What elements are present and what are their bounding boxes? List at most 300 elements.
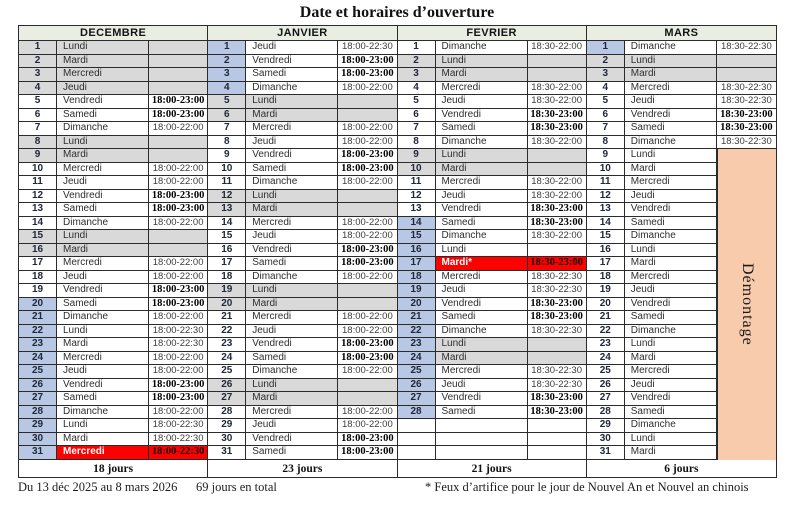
day-number-cell: 23 bbox=[398, 338, 436, 352]
day-name-cell: Dimanche bbox=[436, 41, 528, 55]
day-number-cell: 15 bbox=[19, 230, 57, 244]
day-name-cell: Mercredi bbox=[436, 82, 528, 96]
day-number-cell: 5 bbox=[587, 95, 625, 109]
table-row bbox=[208, 163, 396, 177]
day-number-cell: 21 bbox=[19, 311, 57, 325]
day-number-cell: 7 bbox=[19, 122, 57, 136]
hours-cell bbox=[717, 55, 776, 69]
hours-cell: 18:30-23:00 bbox=[528, 298, 586, 312]
hours-cell bbox=[528, 446, 586, 460]
day-name-cell: Vendredi bbox=[625, 298, 717, 312]
day-number-cell: 25 bbox=[208, 365, 246, 379]
day-number-cell: 31 bbox=[587, 446, 625, 460]
hours-cell: 18:00-23:00 bbox=[149, 109, 207, 123]
day-number-cell: 4 bbox=[208, 82, 246, 96]
table-row bbox=[19, 109, 207, 123]
day-name-cell: Mercredi bbox=[625, 365, 717, 379]
table-row bbox=[398, 149, 586, 163]
hours-cell: 18:00-22:30 bbox=[149, 446, 207, 460]
day-number-cell: 19 bbox=[587, 284, 625, 298]
day-name-cell: Samedi bbox=[246, 257, 338, 271]
day-name-cell bbox=[436, 419, 528, 433]
table-row bbox=[398, 68, 586, 82]
day-name-cell: Dimanche bbox=[246, 271, 338, 285]
hours-cell: 18:00-22:30 bbox=[149, 419, 207, 433]
day-number-cell: 24 bbox=[19, 352, 57, 366]
hours-cell bbox=[717, 68, 776, 82]
table-row bbox=[398, 190, 586, 204]
day-number-cell: 30 bbox=[587, 433, 625, 447]
table-row bbox=[398, 230, 586, 244]
day-number-cell: 13 bbox=[208, 203, 246, 217]
hours-cell: 18:00-22:00 bbox=[338, 82, 396, 96]
day-number-cell: 7 bbox=[208, 122, 246, 136]
day-name-cell: Vendredi bbox=[625, 203, 717, 217]
table-row bbox=[19, 203, 207, 217]
table-row bbox=[398, 55, 586, 69]
table-row bbox=[398, 352, 586, 366]
hours-cell: 18:00-22:00 bbox=[149, 122, 207, 136]
day-number-cell: 20 bbox=[208, 298, 246, 312]
table-row bbox=[398, 257, 586, 271]
day-number-cell: 18 bbox=[587, 271, 625, 285]
table-row bbox=[208, 257, 396, 271]
hours-cell bbox=[338, 109, 396, 123]
day-name-cell: Vendredi bbox=[246, 338, 338, 352]
day-number-cell: 29 bbox=[587, 419, 625, 433]
day-name-cell: Mercredi bbox=[57, 68, 149, 82]
day-number-cell: 6 bbox=[398, 109, 436, 123]
day-number-cell: 1 bbox=[587, 41, 625, 55]
table-row bbox=[19, 136, 207, 150]
hours-cell: 18:00-22:00 bbox=[338, 365, 396, 379]
day-number-cell bbox=[398, 433, 436, 447]
table-row bbox=[398, 446, 586, 460]
day-name-cell: Lundi bbox=[57, 419, 149, 433]
hours-cell bbox=[149, 136, 207, 150]
table-row bbox=[398, 298, 586, 312]
table-row bbox=[208, 311, 396, 325]
month-column-mars bbox=[587, 26, 776, 478]
hours-cell: 18:00-22:30 bbox=[149, 433, 207, 447]
day-number-cell: 31 bbox=[208, 446, 246, 460]
day-number-cell: 4 bbox=[587, 82, 625, 96]
day-number-cell: 12 bbox=[19, 190, 57, 204]
hours-cell: 18:30-23:00 bbox=[528, 392, 586, 406]
day-number-cell: 26 bbox=[19, 379, 57, 393]
table-row bbox=[208, 298, 396, 312]
table-row bbox=[208, 433, 396, 447]
table-row bbox=[208, 338, 396, 352]
day-name-cell: Mardi bbox=[625, 257, 717, 271]
day-name-cell: Jeudi bbox=[436, 284, 528, 298]
hours-cell: 18:00-22:00 bbox=[149, 406, 207, 420]
day-name-cell bbox=[436, 446, 528, 460]
table-row bbox=[19, 230, 207, 244]
day-name-cell: Jeudi bbox=[57, 365, 149, 379]
day-number-cell bbox=[398, 446, 436, 460]
day-name-cell: Mardi bbox=[625, 68, 717, 82]
day-number-cell: 22 bbox=[587, 325, 625, 339]
table-row bbox=[208, 136, 396, 150]
day-number-cell: 10 bbox=[208, 163, 246, 177]
hours-cell: 18:30-23:00 bbox=[528, 217, 586, 231]
day-name-cell: Samedi bbox=[436, 217, 528, 231]
day-name-cell: Vendredi bbox=[436, 203, 528, 217]
day-name-cell: Mercredi bbox=[625, 82, 717, 96]
day-name-cell: Jeudi bbox=[246, 419, 338, 433]
month-header: JANVIER bbox=[208, 26, 396, 41]
table-row bbox=[398, 406, 586, 420]
hours-cell bbox=[149, 82, 207, 96]
day-name-cell: Samedi bbox=[57, 203, 149, 217]
day-name-cell: Mercredi bbox=[57, 163, 149, 177]
day-number-cell: 4 bbox=[19, 82, 57, 96]
table-row bbox=[398, 122, 586, 136]
day-name-cell: Lundi bbox=[436, 55, 528, 69]
table-row bbox=[398, 41, 586, 55]
hours-cell bbox=[338, 298, 396, 312]
day-number-cell: 20 bbox=[587, 298, 625, 312]
hours-cell: 18:00-23:00 bbox=[149, 392, 207, 406]
day-number-cell: 30 bbox=[208, 433, 246, 447]
hours-cell: 18:00-23:00 bbox=[338, 55, 396, 69]
day-number-cell: 1 bbox=[398, 41, 436, 55]
table-row bbox=[208, 95, 396, 109]
table-row bbox=[587, 136, 776, 150]
day-number-cell: 15 bbox=[587, 230, 625, 244]
table-row bbox=[208, 244, 396, 258]
hours-cell: 18:00-22:00 bbox=[149, 311, 207, 325]
day-name-cell: Samedi bbox=[436, 406, 528, 420]
table-row bbox=[398, 419, 586, 433]
day-number-cell: 27 bbox=[19, 392, 57, 406]
day-number-cell: 17 bbox=[398, 257, 436, 271]
hours-cell: 18:00-22:00 bbox=[338, 271, 396, 285]
day-name-cell: Dimanche bbox=[246, 176, 338, 190]
day-name-cell: Vendredi bbox=[625, 392, 717, 406]
day-name-cell: Mardi bbox=[57, 338, 149, 352]
table-row bbox=[398, 95, 586, 109]
hours-cell bbox=[338, 284, 396, 298]
day-name-cell: Vendredi bbox=[436, 298, 528, 312]
hours-cell: 18:00-23:00 bbox=[338, 244, 396, 258]
table-row bbox=[398, 271, 586, 285]
table-row bbox=[587, 95, 776, 109]
table-row bbox=[208, 446, 396, 460]
day-number-cell: 12 bbox=[398, 190, 436, 204]
table-row bbox=[208, 379, 396, 393]
hours-cell bbox=[528, 433, 586, 447]
day-number-cell: 19 bbox=[398, 284, 436, 298]
hours-cell: 18:30-23:00 bbox=[528, 109, 586, 123]
table-row bbox=[398, 338, 586, 352]
day-number-cell: 9 bbox=[587, 149, 625, 163]
table-row bbox=[587, 82, 776, 96]
table-row bbox=[398, 392, 586, 406]
day-number-cell: 16 bbox=[587, 244, 625, 258]
month-header: FEVRIER bbox=[398, 26, 586, 41]
day-number-cell: 18 bbox=[19, 271, 57, 285]
table-row bbox=[587, 68, 776, 82]
day-name-cell: Mardi bbox=[436, 352, 528, 366]
table-row bbox=[19, 406, 207, 420]
table-row bbox=[208, 271, 396, 285]
table-row bbox=[208, 109, 396, 123]
hours-cell: 18:30-22:00 bbox=[528, 82, 586, 96]
hours-cell: 18:30-23:00 bbox=[528, 122, 586, 136]
period-text: Du 13 déc 2025 au 8 mars 2026 bbox=[18, 480, 178, 494]
day-number-cell: 20 bbox=[19, 298, 57, 312]
table-row bbox=[208, 68, 396, 82]
table-row bbox=[19, 68, 207, 82]
day-number-cell: 21 bbox=[398, 311, 436, 325]
hours-cell: 18:00-23:00 bbox=[149, 203, 207, 217]
table-row bbox=[208, 392, 396, 406]
day-number-cell: 29 bbox=[208, 419, 246, 433]
hours-cell: 18:30-23:00 bbox=[528, 257, 586, 271]
table-row bbox=[398, 109, 586, 123]
table-row bbox=[19, 379, 207, 393]
table-row bbox=[587, 41, 776, 55]
month-total: 23 jours bbox=[282, 462, 323, 475]
day-name-cell: Mercredi bbox=[246, 311, 338, 325]
hours-cell: 18:00-23:00 bbox=[338, 446, 396, 460]
hours-cell: 18:00-22:00 bbox=[338, 122, 396, 136]
table-row bbox=[398, 325, 586, 339]
day-number-cell: 28 bbox=[19, 406, 57, 420]
hours-cell bbox=[149, 149, 207, 163]
hours-cell bbox=[149, 230, 207, 244]
day-name-cell: Mercredi bbox=[436, 271, 528, 285]
table-row bbox=[19, 122, 207, 136]
day-name-cell: Mardi bbox=[436, 163, 528, 177]
hours-cell: 18:00-22:00 bbox=[338, 136, 396, 150]
day-name-cell: Vendredi bbox=[246, 433, 338, 447]
day-name-cell: Mardi bbox=[57, 55, 149, 69]
hours-cell bbox=[528, 163, 586, 177]
table-row bbox=[398, 284, 586, 298]
day-name-cell: Lundi bbox=[246, 379, 338, 393]
day-number-cell: 13 bbox=[398, 203, 436, 217]
table-row bbox=[19, 149, 207, 163]
day-number-cell: 15 bbox=[398, 230, 436, 244]
day-number-cell: 19 bbox=[208, 284, 246, 298]
day-number-cell: 2 bbox=[208, 55, 246, 69]
day-name-cell: Mercredi bbox=[436, 365, 528, 379]
day-number-cell: 12 bbox=[208, 190, 246, 204]
day-name-cell: Mardi bbox=[436, 68, 528, 82]
hours-cell: 18:30-22:30 bbox=[528, 379, 586, 393]
hours-cell: 18:00-23:00 bbox=[338, 68, 396, 82]
hours-cell: 18:00-22:00 bbox=[338, 176, 396, 190]
day-number-cell: 28 bbox=[208, 406, 246, 420]
day-name-cell: Lundi bbox=[625, 244, 717, 258]
day-name-cell: Samedi bbox=[246, 163, 338, 177]
hours-cell bbox=[528, 338, 586, 352]
day-number-cell: 8 bbox=[19, 136, 57, 150]
day-number-cell: 5 bbox=[19, 95, 57, 109]
day-number-cell: 21 bbox=[208, 311, 246, 325]
hours-cell: 18:00-22:00 bbox=[149, 176, 207, 190]
day-name-cell: Lundi bbox=[246, 95, 338, 109]
hours-cell bbox=[338, 379, 396, 393]
day-name-cell: Jeudi bbox=[436, 190, 528, 204]
day-number-cell: 24 bbox=[398, 352, 436, 366]
hours-cell: 18:30-22:00 bbox=[528, 136, 586, 150]
day-name-cell: Jeudi bbox=[57, 271, 149, 285]
hours-cell: 18:00-23:00 bbox=[149, 379, 207, 393]
hours-cell: 18:30-23:00 bbox=[528, 311, 586, 325]
day-name-cell: Jeudi bbox=[625, 379, 717, 393]
hours-cell: 18:30-22:30 bbox=[717, 136, 776, 150]
day-number-cell: 26 bbox=[208, 379, 246, 393]
table-row bbox=[19, 257, 207, 271]
day-number-cell: 27 bbox=[398, 392, 436, 406]
table-row bbox=[19, 55, 207, 69]
day-number-cell: 6 bbox=[208, 109, 246, 123]
day-number-cell: 15 bbox=[208, 230, 246, 244]
day-number-cell: 3 bbox=[19, 68, 57, 82]
day-number-cell: 17 bbox=[208, 257, 246, 271]
day-name-cell: Lundi bbox=[436, 149, 528, 163]
table-row bbox=[208, 419, 396, 433]
day-name-cell: Jeudi bbox=[246, 41, 338, 55]
fireworks-footnote: * Feux d’artifice pour le jour de Nouvel An et Nouvel an chinois bbox=[425, 480, 749, 494]
day-number-cell: 8 bbox=[398, 136, 436, 150]
hours-cell bbox=[338, 392, 396, 406]
table-row bbox=[208, 176, 396, 190]
day-name-cell: Mardi bbox=[57, 149, 149, 163]
day-number-cell: 2 bbox=[19, 55, 57, 69]
hours-cell: 18:00-23:00 bbox=[149, 298, 207, 312]
table-row bbox=[587, 109, 776, 123]
hours-cell bbox=[528, 419, 586, 433]
table-row bbox=[208, 230, 396, 244]
hours-cell: 18:00-22:30 bbox=[149, 325, 207, 339]
table-row bbox=[208, 217, 396, 231]
day-name-cell: Dimanche bbox=[57, 122, 149, 136]
day-number-cell: 2 bbox=[398, 55, 436, 69]
table-row bbox=[398, 136, 586, 150]
day-number-cell: 22 bbox=[19, 325, 57, 339]
table-row bbox=[19, 244, 207, 258]
hours-cell: 18:00-22:00 bbox=[338, 419, 396, 433]
day-number-cell: 11 bbox=[208, 176, 246, 190]
day-number-cell: 6 bbox=[19, 109, 57, 123]
hours-cell: 18:00-23:00 bbox=[338, 163, 396, 177]
day-name-cell: Jeudi bbox=[625, 95, 717, 109]
hours-cell: 18:30-22:30 bbox=[717, 95, 776, 109]
demontage-merged-cell: Démontage bbox=[717, 149, 776, 460]
day-name-cell: Mardi* bbox=[436, 257, 528, 271]
day-name-cell: Samedi bbox=[625, 311, 717, 325]
day-number-cell: 24 bbox=[208, 352, 246, 366]
hours-cell bbox=[528, 244, 586, 258]
day-number-cell: 18 bbox=[398, 271, 436, 285]
table-row bbox=[398, 433, 586, 447]
hours-cell: 18:30-22:00 bbox=[528, 176, 586, 190]
month-column-decembre bbox=[19, 26, 208, 478]
day-name-cell: Samedi bbox=[57, 298, 149, 312]
hours-cell: 18:00-22:00 bbox=[149, 352, 207, 366]
day-number-cell: 26 bbox=[587, 379, 625, 393]
table-row bbox=[19, 311, 207, 325]
day-name-cell: Samedi bbox=[625, 217, 717, 231]
hours-cell bbox=[149, 68, 207, 82]
day-name-cell: Jeudi bbox=[246, 230, 338, 244]
month-total: 21 jours bbox=[471, 462, 512, 475]
table-row bbox=[19, 95, 207, 109]
hours-cell bbox=[528, 68, 586, 82]
day-name-cell: Lundi bbox=[246, 284, 338, 298]
day-number-cell: 19 bbox=[19, 284, 57, 298]
day-name-cell: Vendredi bbox=[57, 379, 149, 393]
day-name-cell: Dimanche bbox=[625, 419, 717, 433]
month-column-janvier bbox=[208, 26, 397, 478]
hours-cell bbox=[149, 41, 207, 55]
day-name-cell: Samedi bbox=[436, 311, 528, 325]
day-number-cell: 30 bbox=[19, 433, 57, 447]
table-row bbox=[19, 392, 207, 406]
day-number-cell: 3 bbox=[398, 68, 436, 82]
day-number-cell: 18 bbox=[208, 271, 246, 285]
day-number-cell: 25 bbox=[587, 365, 625, 379]
table-row bbox=[19, 217, 207, 231]
day-name-cell: Dimanche bbox=[57, 406, 149, 420]
day-number-cell: 23 bbox=[19, 338, 57, 352]
day-name-cell: Dimanche bbox=[57, 217, 149, 231]
day-number-cell: 24 bbox=[587, 352, 625, 366]
table-row bbox=[208, 55, 396, 69]
table-row bbox=[19, 419, 207, 433]
day-name-cell: Jeudi bbox=[436, 379, 528, 393]
day-name-cell: Vendredi bbox=[246, 149, 338, 163]
hours-cell: 18:30-22:00 bbox=[528, 190, 586, 204]
day-name-cell: Lundi bbox=[625, 433, 717, 447]
day-name-cell: Mercredi bbox=[625, 271, 717, 285]
table-row bbox=[208, 41, 396, 55]
day-number-cell: 17 bbox=[19, 257, 57, 271]
day-number-cell: 3 bbox=[208, 68, 246, 82]
day-number-cell: 1 bbox=[19, 41, 57, 55]
day-name-cell: Mercredi bbox=[246, 217, 338, 231]
day-name-cell: Mardi bbox=[246, 392, 338, 406]
table-row bbox=[398, 82, 586, 96]
day-number-cell: 11 bbox=[19, 176, 57, 190]
day-number-cell: 14 bbox=[398, 217, 436, 231]
day-number-cell: 10 bbox=[398, 163, 436, 177]
hours-cell bbox=[528, 55, 586, 69]
hours-cell bbox=[338, 203, 396, 217]
hours-cell: 18:00-23:00 bbox=[149, 190, 207, 204]
hours-cell: 18:30-22:30 bbox=[528, 365, 586, 379]
table-row bbox=[19, 284, 207, 298]
day-number-cell: 29 bbox=[19, 419, 57, 433]
day-number-cell: 8 bbox=[208, 136, 246, 150]
table-row bbox=[19, 338, 207, 352]
day-name-cell: Mercredi bbox=[625, 176, 717, 190]
table-row bbox=[208, 325, 396, 339]
day-name-cell: Dimanche bbox=[57, 311, 149, 325]
day-name-cell: Jeudi bbox=[57, 176, 149, 190]
day-number-cell: 7 bbox=[587, 122, 625, 136]
day-number-cell: 13 bbox=[587, 203, 625, 217]
day-name-cell: Mercredi bbox=[436, 176, 528, 190]
hours-cell: 18:00-22:00 bbox=[149, 217, 207, 231]
day-name-cell: Vendredi bbox=[57, 95, 149, 109]
day-name-cell: Dimanche bbox=[436, 136, 528, 150]
